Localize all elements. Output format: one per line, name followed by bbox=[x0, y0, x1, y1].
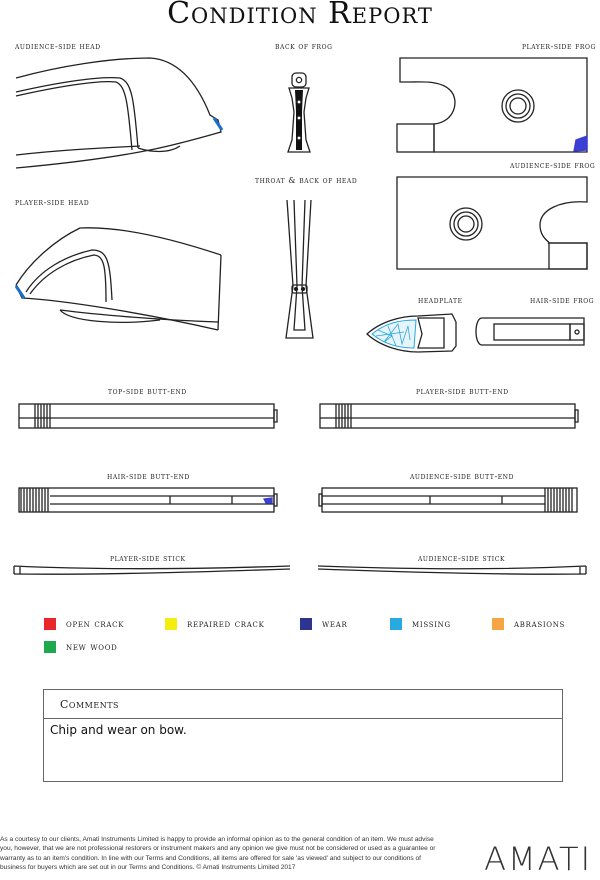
legend-swatch bbox=[165, 618, 177, 630]
diagram-hair-side-butt-end bbox=[19, 488, 277, 512]
legend-abrasions bbox=[492, 618, 565, 630]
page-title: Condition Report bbox=[167, 0, 433, 31]
diagram-hair-side-frog bbox=[476, 318, 584, 345]
label-throat-back-of-head: throat & back of head bbox=[255, 176, 358, 185]
comments-heading: Comments bbox=[44, 690, 562, 719]
legend-swatch bbox=[390, 618, 402, 630]
diagram-player-side-frog bbox=[397, 58, 587, 152]
legend-label: wear bbox=[322, 618, 348, 630]
diagram-audience-side-butt-end bbox=[319, 488, 577, 512]
label-audience-side-frog: audience-side frog bbox=[510, 161, 596, 170]
label-hair-side-frog: hair-side frog bbox=[530, 296, 595, 305]
label-audience-side-head: audience-side head bbox=[15, 42, 101, 51]
label-player-side-stick: player-side stick bbox=[110, 554, 186, 563]
legend-swatch bbox=[492, 618, 504, 630]
diagram-throat-back-of-head bbox=[286, 200, 313, 338]
legend-swatch bbox=[44, 618, 56, 630]
label-player-side-butt-end: player-side butt-end bbox=[416, 387, 509, 396]
comments-box bbox=[43, 689, 563, 782]
comments-text[interactable]: Chip and wear on bow. bbox=[50, 723, 187, 737]
label-audience-side-stick: audience-side stick bbox=[418, 554, 506, 563]
legend-open-crack bbox=[44, 618, 124, 630]
legend-missing bbox=[390, 618, 451, 630]
diagram-audience-side-frog bbox=[397, 177, 587, 269]
diagram-back-of-frog bbox=[288, 73, 310, 152]
legend-label: repaired crack bbox=[187, 618, 265, 630]
legend-repaired-crack bbox=[165, 618, 265, 630]
diagram-headplate bbox=[367, 314, 456, 352]
label-audience-side-butt-end: audience-side butt-end bbox=[410, 472, 515, 481]
label-headplate: headplate bbox=[418, 296, 463, 305]
label-hair-side-butt-end: hair-side butt-end bbox=[107, 472, 190, 481]
diagram-player-side-head bbox=[16, 228, 221, 330]
label-back-of-frog: back of frog bbox=[275, 42, 333, 51]
diagram-top-side-butt-end bbox=[19, 404, 277, 428]
legend-wear bbox=[300, 618, 347, 630]
legend-label: abrasions bbox=[514, 618, 566, 630]
legend-label: new wood bbox=[66, 641, 118, 653]
label-top-side-butt-end: top-side butt-end bbox=[108, 387, 187, 396]
amati-logo: AMATI bbox=[484, 840, 592, 878]
diagram-audience-side-stick bbox=[318, 566, 586, 574]
label-player-side-head: player-side head bbox=[15, 198, 90, 207]
diagram-audience-side-head bbox=[16, 58, 222, 168]
legend-swatch bbox=[44, 641, 56, 653]
legend-swatch bbox=[300, 618, 312, 630]
diagram-player-side-butt-end bbox=[320, 404, 578, 428]
legend-label: missing bbox=[412, 618, 451, 630]
legend-label: open crack bbox=[66, 618, 125, 630]
legend-new-wood bbox=[44, 641, 118, 653]
diagram-player-side-stick bbox=[14, 566, 290, 574]
label-player-side-frog: player-side frog bbox=[522, 42, 596, 51]
disclaimer-text: As a courtesy to our clients, Amati Instruments Limited is happy to provide an informal opinion as to the general condition of an item. We must advise you, however, that we are not professional restorers or instrument makers and any opinion we give must not be considered or used as a guarantee or warranty as to an item's condition. In line with our Terms and Conditions, all items are offered for sale 'as viewed' and subject to our conditions of business for buyers which are set out in our Terms and Conditions. © Amati Instruments Limited 2017 bbox=[0, 836, 436, 872]
